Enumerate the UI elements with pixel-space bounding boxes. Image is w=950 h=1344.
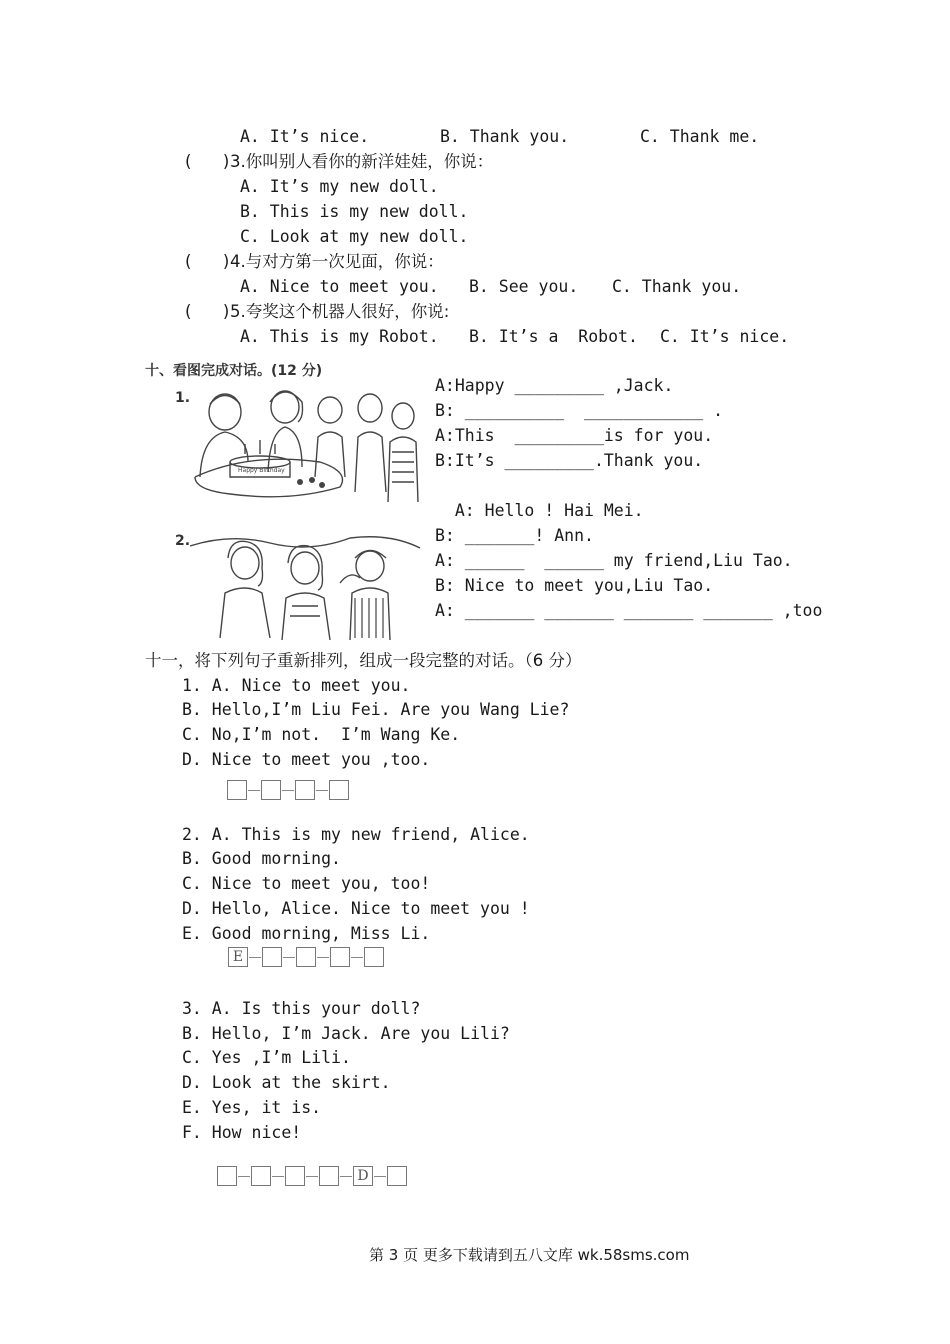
q3-stem: 3.你叫别人看你的新洋娃娃，你说： bbox=[230, 152, 494, 171]
g2-line-2: B. Good morning. bbox=[182, 849, 341, 868]
q4-answer-paren[interactable]: ( ) bbox=[185, 252, 230, 271]
dialog1-line-4: B:It’s _________.Thank you. bbox=[435, 451, 704, 470]
q3-option-c: C. Look at my new doll. bbox=[240, 227, 469, 246]
separator bbox=[317, 957, 329, 958]
g3-line-3: C. Yes ,I’m Lili. bbox=[182, 1048, 351, 1067]
answer-box[interactable] bbox=[329, 780, 349, 800]
q3-option-a: A. It’s my new doll. bbox=[240, 177, 439, 196]
separator bbox=[316, 790, 328, 791]
separator bbox=[374, 1176, 386, 1177]
q4-option-c: C. Thank you. bbox=[612, 277, 742, 296]
dialog1-line-1: A:Happy _________ ,Jack. bbox=[435, 376, 674, 395]
answer-box[interactable]: E bbox=[228, 947, 248, 967]
answer-box[interactable] bbox=[227, 780, 247, 800]
separator bbox=[306, 1176, 318, 1177]
dialog2-line-2: B: _______! Ann. bbox=[435, 526, 594, 545]
separator bbox=[283, 957, 295, 958]
q2-option-c: C. Thank me. bbox=[640, 127, 760, 146]
g2-line-5: E. Good morning, Miss Li. bbox=[182, 924, 431, 943]
answer-box[interactable] bbox=[251, 1166, 271, 1186]
g3-line-4: D. Look at the skirt. bbox=[182, 1073, 391, 1092]
g3-line-6: F. How nice! bbox=[182, 1123, 302, 1142]
g2-line-4: D. Hello, Alice. Nice to meet you ! bbox=[182, 899, 530, 918]
q2-option-a: A. It’s nice. bbox=[240, 127, 370, 146]
answer-box[interactable]: D bbox=[353, 1166, 373, 1186]
separator bbox=[248, 790, 260, 791]
answer-box[interactable] bbox=[364, 947, 384, 967]
section11-title: 十一，将下列句子重新排列，组成一段完整的对话。（6 分） bbox=[145, 651, 582, 670]
q5-option-c: C. It’s nice. bbox=[660, 327, 790, 346]
dialog2-line-3: A: ______ ______ my friend,Liu Tao. bbox=[435, 551, 793, 570]
g3-answer-boxes[interactable] bbox=[217, 1166, 407, 1186]
answer-box[interactable] bbox=[285, 1166, 305, 1186]
separator bbox=[238, 1176, 250, 1177]
g2-line-1: 2. A. This is my new friend, Alice. bbox=[182, 825, 530, 844]
g1-line-1: 1. A. Nice to meet you. bbox=[182, 676, 411, 695]
g2-line-3: C. Nice to meet you, too! bbox=[182, 874, 431, 893]
section10-title: 十、看图完成对话。(12 分) bbox=[145, 363, 323, 379]
g1-line-4: D. Nice to meet you ,too. bbox=[182, 750, 431, 769]
q5-stem: 5.夸奖这个机器人很好，你说: bbox=[230, 302, 450, 321]
answer-box[interactable] bbox=[262, 947, 282, 967]
separator bbox=[351, 957, 363, 958]
g1-line-3: C. No,I’m not. I’m Wang Ke. bbox=[182, 725, 461, 744]
dialog2-line-1: A: Hello ! Hai Mei. bbox=[435, 501, 644, 520]
dialog1-line-3: A:This _________is for you. bbox=[435, 426, 714, 445]
dialog2-line-5: A: _______ _______ _______ _______ ,too bbox=[435, 601, 823, 620]
cake-text: Happy Birthday bbox=[238, 467, 285, 474]
q4-stem: 4.与对方第一次见面，你说： bbox=[230, 252, 444, 271]
q5-option-b: B. It’s a Robot. bbox=[469, 327, 638, 346]
g3-line-5: E. Yes, it is. bbox=[182, 1098, 322, 1117]
dialog1-line-2: B: __________ ____________ . bbox=[435, 401, 724, 420]
g2-answer-boxes[interactable] bbox=[228, 947, 384, 967]
q2-option-b: B. Thank you. bbox=[440, 127, 570, 146]
g1-line-2: B. Hello,I’m Liu Fei. Are you Wang Lie? bbox=[182, 700, 570, 719]
page-footer: 第 3 页 更多下载请到五八文库 wk.58sms.com bbox=[369, 1246, 690, 1264]
picture2-number: 2. bbox=[175, 533, 191, 549]
separator bbox=[282, 790, 294, 791]
answer-box[interactable] bbox=[217, 1166, 237, 1186]
picture1-number: 1. bbox=[175, 390, 191, 406]
separator bbox=[249, 957, 261, 958]
girls-greeting-illustration bbox=[190, 528, 422, 642]
answer-box[interactable] bbox=[295, 780, 315, 800]
q4-option-b: B. See you. bbox=[469, 277, 579, 296]
answer-box[interactable] bbox=[261, 780, 281, 800]
q5-option-a: A. This is my Robot. bbox=[240, 327, 439, 346]
separator bbox=[340, 1176, 352, 1177]
birthday-party-illustration bbox=[190, 382, 430, 510]
answer-box[interactable] bbox=[387, 1166, 407, 1186]
answer-box[interactable] bbox=[330, 947, 350, 967]
answer-box[interactable] bbox=[319, 1166, 339, 1186]
q5-answer-paren[interactable]: ( ) bbox=[185, 302, 230, 321]
q3-option-b: B. This is my new doll. bbox=[240, 202, 469, 221]
dialog2-line-4: B: Nice to meet you,Liu Tao. bbox=[435, 576, 714, 595]
q4-option-a: A. Nice to meet you. bbox=[240, 277, 439, 296]
separator bbox=[272, 1176, 284, 1177]
answer-box[interactable] bbox=[296, 947, 316, 967]
g1-answer-boxes[interactable] bbox=[227, 780, 349, 800]
q3-answer-paren[interactable]: ( ) bbox=[185, 152, 230, 171]
g3-line-2: B. Hello, I’m Jack. Are you Lili? bbox=[182, 1024, 510, 1043]
g3-line-1: 3. A. Is this your doll? bbox=[182, 999, 421, 1018]
